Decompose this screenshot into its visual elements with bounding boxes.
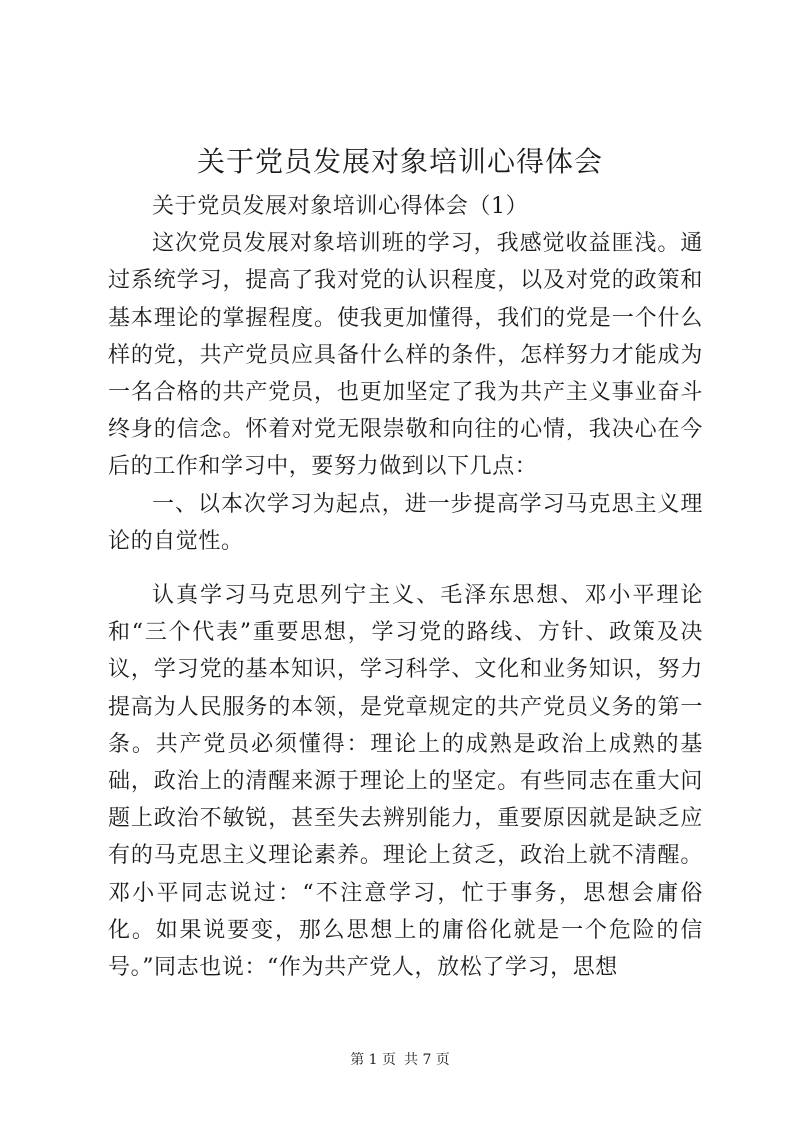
body-paragraph: 认真学习马克思列宁主义、毛泽东思想、邓小平理论和“三个代表”重要思想，学习党的路线、方针、政策及决议，学习党的基本知识，学习科学、文化和业务知识，努力提高为人民服务的本领，是党章规定的共产党员义务的第一条。共产党员必须懂得：理论上的成熟是政治上成熟的基础，政治上的清醒来源于理论上的坚定。有些同志在重大问题上政治不敏锐，甚至失去辨别能力，重要原因就是缺乏应有的马克思主义理论素养。理论上贫乏，政治上就不清醒。邓小平同志说过：“不注意学习，忙于事务，思想会庸俗化。如果说要变，那么思想上的庸俗化就是一个危险的信号。”同志也说：“作为共产党人，放松了学习，思想 xyxy=(108,583,703,981)
page-title: 关于党员发展对象培训心得体会 xyxy=(196,145,603,178)
page-count: 共 7 页 xyxy=(404,1052,450,1068)
page-number: 第 1 页 xyxy=(350,1052,396,1068)
body-paragraph: 这次党员发展对象培训班的学习，我感觉收益匪浅。通过系统学习，提高了我对党的认识程度，以及对党的政策和基本理论的掌握程度。使我更加懂得，我们的党是一个什么样的党，共产党员应具备什么样的条件，怎样努力才能成为一名合格的共产党员，也更加坚定了我为共产主义事业奋斗终身的信念。怀着对党无限崇敬和向往的心情，我决心在今后的工作和学习中，要努力做到以下几点： xyxy=(108,231,703,480)
section-heading-paragraph: 一、以本次学习为起点，进一步提高学习马克思主义理论的自觉性。 xyxy=(108,491,703,554)
page-footer xyxy=(0,1050,800,1070)
subtitle-paragraph: 关于党员发展对象培训心得体会（1） xyxy=(152,194,529,219)
document-body xyxy=(108,188,703,986)
